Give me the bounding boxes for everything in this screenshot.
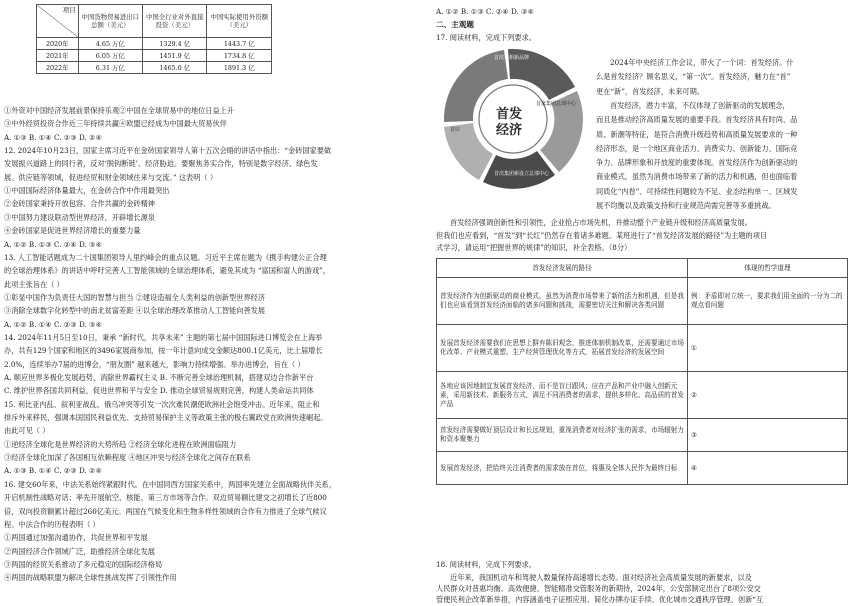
text-line: 商业模式，虽然为消费市场带来了新的活力和机遇，但也面临着	[596, 172, 798, 182]
text-line: A. 顺应世界多极化发展趋势，消除世界霸权主义 B. 不断完善全球治理机制，搭建双边合作新平台	[4, 373, 314, 382]
text-line: 2.0%，连续举办7届的进博会，“朋友圈” 越来越大，影响力持续增强。举办进博会，旨在（ ）	[4, 359, 305, 369]
text-line: 质、新潮等特征，是符合消费升级趋势和高质量发展要求的一种	[596, 129, 798, 139]
text-line: 程。中法合作的历程表明（ ）	[4, 519, 100, 529]
diagram-center-line1: 首发	[496, 107, 523, 122]
header-trade: 中国货物贸易进出口总额（美元）	[78, 5, 142, 38]
value-cell: 6.05 万亿	[78, 50, 142, 62]
grid-header-path: 首发经济发展的路径	[437, 259, 688, 278]
text-line: 展、供应链等领域，促进经贸和财金领域往来与交流。” 这表明（ ）	[4, 172, 218, 182]
table-row	[437, 325, 848, 372]
text-line: 同质化“内卷”、可持续性问题较为不足、业态结构单一、区域发	[596, 186, 798, 196]
text-line: 么是首发经济？顾名思义，“第一次”。首发经济，魅力在“首”	[596, 72, 791, 82]
text-line: 争力、品牌形象和开放度的重要体现。首发经济作为创新驱动的	[596, 158, 798, 168]
year-cell: 2020年	[37, 38, 79, 50]
text-line: 展不均衡以及政策支持和行业规范尚需完善等多重挑战。	[596, 201, 776, 210]
text-line: 经济形态，是一个地区商业活力、消费实力、创新能力、国际竞	[596, 143, 798, 153]
text-line: 13. 人工智能话题成为二十国集团领导人里约峰会的重点议题。习近平主席在题为《携手构建公正合理	[4, 252, 327, 262]
year-cell: 2021年	[37, 50, 79, 62]
text-line: 15. 利比亚内乱、叙利亚战乱、俄乌冲突等引发一次次难民潮使欧洲社会饱受冲击。近年来，阻止和	[4, 399, 320, 409]
header-foreign-capital: 中国实际使用外资额（美元）	[207, 5, 272, 38]
text-line: 人民群众对普惠均衡、高效便捷、智能精准交管服务的新期待，2024年，公安部制定出台了8项公安交	[436, 584, 761, 593]
text-line: 首发经济，潜力丰富，不仅体现了创新驱动的发展理念，	[610, 100, 790, 110]
text-line: 式学习，请运用“把握世界的规律”的知识，补全表格。（8分）	[436, 243, 632, 252]
diagram-center-line2: 经济	[496, 123, 523, 138]
text-line: 2024年中央经济工作会议，带火了一个词：首发经济。什	[610, 58, 794, 67]
path-cell: 发展首发经济需要我们在思想上摒弃陈旧观念，推进体制机制改革，还需要通过市场化改革、产业模式重塑、生产经营管理优化等方式，拓展首发经济的发展空间	[437, 325, 688, 372]
trade-table-header	[37, 5, 272, 38]
value-cell: 4.65 万亿	[78, 38, 142, 50]
text-line: 由此可见（ ）	[4, 426, 50, 436]
section-title: 二、主观题	[436, 20, 474, 29]
value-cell: 1891.3 亿	[207, 62, 272, 74]
table-row	[437, 372, 848, 419]
text-line: ③消除全球数字化转型中的南北贫富差距 ④以全球治理改革推动人工智能向善发展	[4, 306, 266, 316]
value-cell: 6.31 万亿	[78, 62, 142, 74]
text-line: A. ①② B. ①③ C. ②④ D. ③④	[4, 239, 102, 249]
text-line: 更在“新”，首发经济，未来可期。	[596, 86, 704, 96]
path-philosophy-table	[436, 258, 848, 485]
text-line: ①外资对中国经济发展前景保持乐观②中国在全球贸易中的地位日益上升	[4, 106, 235, 115]
text-line: 办，共有129个国家和地区的3496家展商参加，按一年计意向成交金额达800.1亿美元，比上届增长	[4, 346, 323, 356]
text-line: C. 维护世界各国共同利益，促进世界和平与安全 D. 推动全球贸易规则完善，构建人类命运共同体	[4, 386, 314, 396]
text-line: ③中外经贸投资合作近三年持续共赢④欧盟已经成为中国最大贸易伙伴	[4, 119, 227, 129]
value-cell: 1734.8 亿	[207, 50, 272, 62]
text-line: 而且是推动经济高质量发展的重要手段。首发经济具有时尚、品	[596, 115, 798, 125]
text-line: 12. 2024年10月23日，国家主席习近平在金砖国家领导人第十五次会晤的讲话中指出：“金砖国家要做	[4, 146, 332, 156]
text-line: ①中国国际经济体量最大，在金砖合作中作用最突出	[4, 186, 170, 196]
diagram-segment-label: 首店	[450, 127, 461, 133]
text-line: ③经济全球化加深了各国相互依赖程度 ④地区冲突与经济全球化之间存在联系	[4, 453, 251, 463]
path-cell: 首发经济作为创新驱动的商业模式，虽然为消费市场带来了新的活力和机遇，但是我们也应该看到首发经济面临的诸多问题和挑战，需要密切关注和解决各类问题	[437, 278, 688, 325]
text-line: 14. 2024年11月5日至10日，秉承 “新时代，共享未来” 主题的第七届中国国际进口博览会在上海举	[4, 332, 323, 342]
text-line: 16. 建交60年来，中法关系始终紧跟时代。在中国同西方国家关系中，两国率先建立全面战略伙伴关系，	[4, 479, 336, 489]
text-line: 发展振兴道路上的同行者，反对‘脱钩断链’、经济胁迫。要聚焦务实合作，特别是数字经济、绿色发	[4, 159, 318, 169]
table-row	[37, 38, 272, 50]
value-cell: 1451.9 亿	[143, 50, 207, 62]
year-cell: 2022年	[37, 62, 79, 74]
header-investment: 中国全行业对外直接投资（美元）	[143, 5, 207, 38]
path-cell: 各地应该因地制宜发展首发经济，而不是盲目跟风；应在产品和产业中融入创新元素，采用新技术、新服务方式，满足不同消费者的需求，提供多样化、高品质的首发产品	[437, 372, 688, 419]
text-line: 开启机制性战略对话；率先开展航空、核能、第三方市场等合作。双边贸易额比建交之初增长了近800	[4, 493, 327, 503]
text-line: 排斥外来移民，强调本国国民利益优先、支持贸易保护主义等政策主张的极右翼政党在欧洲快速崛起。	[4, 413, 328, 423]
path-cell: 发展首发经济，把给终关注消费者的需求放在首位，将惠及全体人民作为最终目标	[437, 452, 688, 485]
text-line: 倍，双向投资额累计超过260亿美元。两国在气候变化和生物多样性领域的合作有力推进了全球气候议	[4, 506, 327, 516]
text-line: 近年来，我国机动车和驾驶人数量保持高速增长态势。面对经济社会高质量发展的新要求，以及	[450, 573, 752, 582]
table-row	[437, 278, 848, 325]
trade-table	[36, 4, 272, 74]
value-cell: 1465.0 亿	[143, 62, 207, 74]
text-line: ①逆经济全球化是世界经济的大势所趋 ②经济全球化进程在欧洲面临阻力	[4, 439, 237, 449]
answer-cell-blank[interactable]: ③	[688, 419, 848, 452]
grid-header-philosophy: 体现的哲学道理	[688, 259, 848, 278]
text-line: 此项主张旨在（ ）	[4, 279, 64, 289]
diagram-segment-label: 首家集团总部中心	[536, 101, 577, 107]
table-row	[37, 50, 272, 62]
value-cell: 1329.4 亿	[143, 38, 207, 50]
text-line: 的全球治理体系》的讲话中呼吁完善人工智能领域的全球治理体系，避免其成为 “富国和富人的游戏”，	[4, 266, 330, 276]
diagram-segment-label: 首次集团新设立总部中心	[494, 171, 550, 177]
text-line: ①彰显中国作为负责任大国的智慧与担当 ②建设造福全人类利益的创新型世界经济	[4, 292, 266, 302]
answer-cell-blank[interactable]: ④	[688, 452, 848, 485]
text-line: ①两国通过加强沟通协作，共促世界和平发展	[4, 533, 148, 543]
q18-intro: 18. 阅读材料，完成下列要求。	[436, 560, 536, 569]
table-row	[437, 419, 848, 452]
text-line: ②两国经济合作领域广泛，助推经济全球化发展	[4, 546, 155, 556]
text-line: ④金砖国家是促进世界经济增长的重要力量	[4, 226, 141, 236]
text-line: A. ①③ B. ①④ C. ②③ D. ②④	[4, 132, 102, 142]
answer-cell-blank[interactable]: ①	[688, 325, 848, 372]
corner-label: 项目	[62, 6, 76, 14]
trade-table-corner	[37, 5, 79, 38]
grid-header	[437, 259, 848, 278]
text-line: 管便民利企改革新举措，内容涵盖电子证照应用、简化办牌办证手续、优化城市交通秩序管理、创新“互	[436, 595, 764, 604]
diagram-segment-label: 首次亮相新品牌	[494, 55, 530, 61]
answer-cell: 例：矛盾即对立统一，要求我们用全面的一分为二的观点看问题	[688, 278, 848, 325]
answer-cell-blank[interactable]: ②	[688, 372, 848, 419]
value-cell: 1443.7 亿	[207, 38, 272, 50]
table-row	[437, 452, 848, 485]
path-cell: 首发经济需要做好顶层设计和长远规划，重视消费者对经济扩张的需求，市场辐射力和资本聚集力	[437, 419, 688, 452]
text-line: ②金砖国家秉持开放包容、合作共赢的金砖精神	[4, 199, 155, 209]
text-line: A. ①③ B. ①④ C. ②③ D. ②④	[4, 466, 102, 476]
text-line: A. ①② B. ①④ C. ②③ D. ③④	[4, 319, 102, 329]
text-line: ④两国的战略联盟为解决全球性挑战发挥了引领性作用	[4, 573, 177, 583]
table-row	[37, 62, 272, 74]
q16-options: A. ①② B. ①③ C. ②④ D. ③④	[436, 7, 534, 16]
text-line: ③两国的经贸关系推动了多元稳定的国际经济格局	[4, 559, 163, 569]
text-line: 首发经济强调创新性和引领性，企业抢占市场先机，并推动整个产业链升级和经济高质量发展。	[450, 218, 752, 227]
text-line: ③中国努力建设联动型世界经济，开辟增长源泉	[4, 212, 155, 222]
text-line: 但我们也应看到，“首发”到“长红”仍然存在着诸多难题。某班进行了“首发经济发展的路径”为主题的项目	[436, 230, 768, 240]
q17-intro: 17. 阅读材料，完成下列要求。	[436, 33, 536, 42]
